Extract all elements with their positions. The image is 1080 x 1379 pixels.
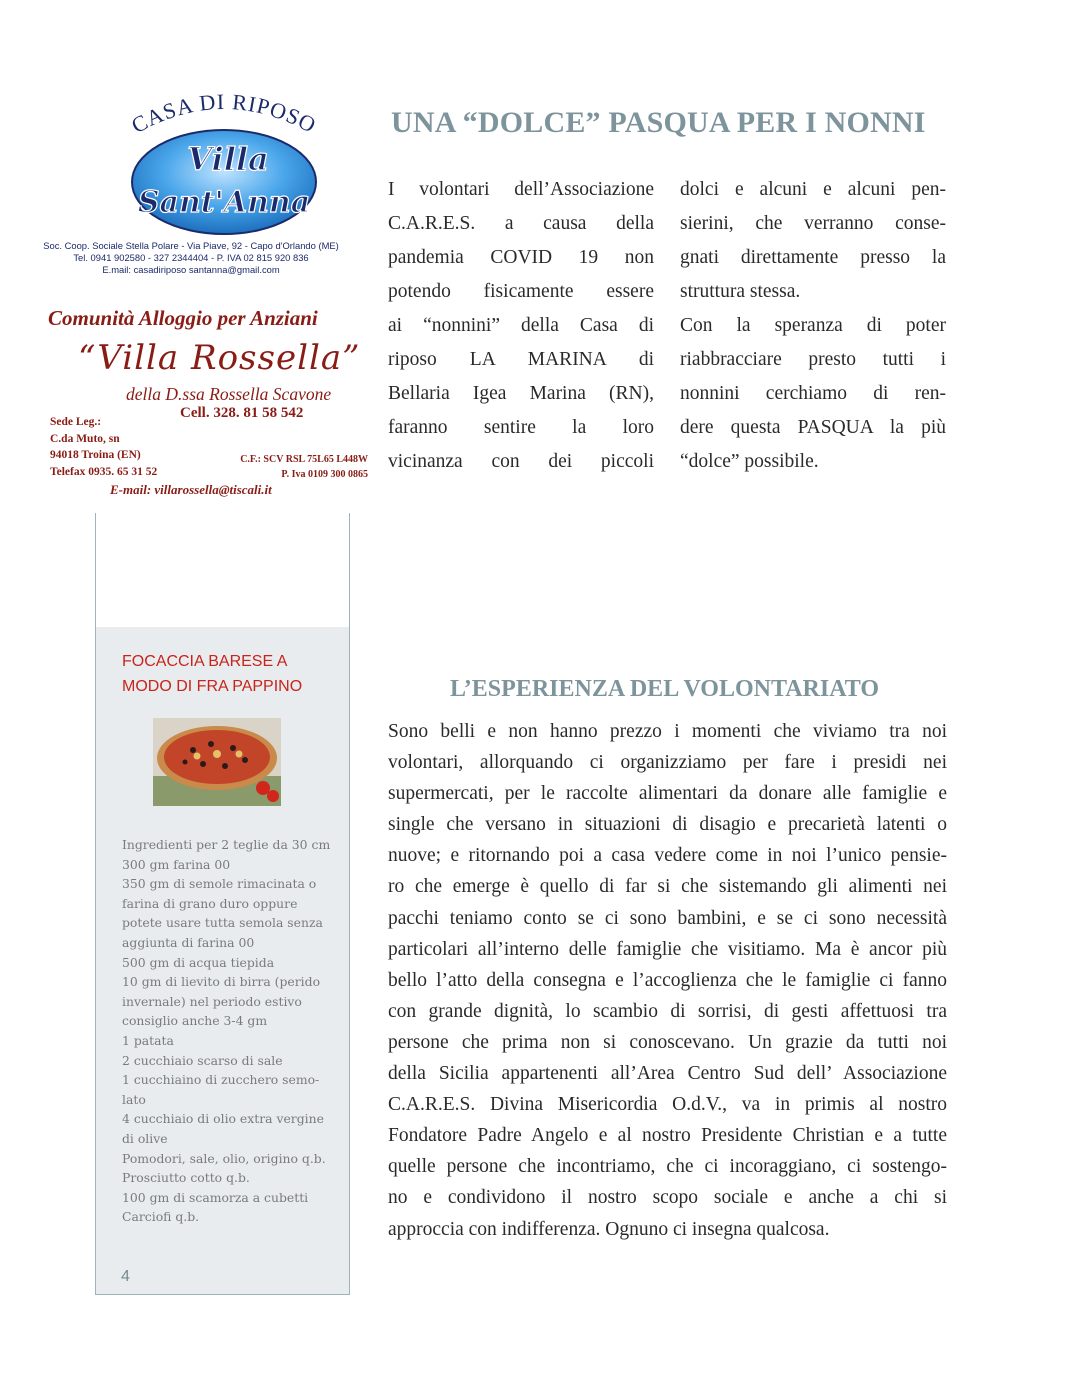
logo-arc-text: CASA DI RIPOSO bbox=[127, 92, 321, 139]
ad-villa-rossella bbox=[48, 306, 372, 506]
text-line: con grande dignità, lo scambio di sorrisi, di gesti affettuosi tra bbox=[388, 1000, 947, 1022]
text-line: Bellaria Igea Marina (RN), bbox=[388, 383, 654, 404]
rossella-cf: C.F.: SCV RSL 75L65 L448W bbox=[240, 454, 368, 465]
logo-word-villa: Villa bbox=[187, 140, 269, 178]
text-line: nonnini cerchiamo di ren- bbox=[680, 383, 946, 404]
recipe-ingredients bbox=[122, 835, 334, 1227]
rossella-address-block bbox=[50, 414, 157, 480]
ingredient-line: Ingredienti per 2 teglie da 30 cm bbox=[122, 837, 331, 852]
rossella-subtitle: Comunità Alloggio per Anziani bbox=[48, 306, 318, 330]
text-line: Con la speranza di poter bbox=[680, 315, 946, 336]
rossella-tax-block bbox=[240, 452, 368, 482]
text-line: riposo LA MARINA di bbox=[388, 349, 654, 370]
text-line: quelle persone che incontriamo, che ci incoraggiano, ci sostengo- bbox=[388, 1156, 947, 1178]
rossella-address-street: C.da Muto, sn bbox=[50, 432, 120, 445]
ad-villa-sant-anna bbox=[36, 92, 376, 292]
text-line: approccia con indifferenza. Ognuno ci insegna qualcosa. bbox=[388, 1218, 830, 1240]
text-line: volontari, allorquando ci organizziamo per fare i presidi nei bbox=[388, 752, 947, 774]
ingredient-line: 10 gm di lievito di birra (perido invernale) nel periodo estivo consiglio anche 3-4 gm bbox=[122, 974, 321, 1029]
ingredient-line: 2 cucchiaio scarso di sale bbox=[122, 1052, 283, 1068]
rossella-cell: Cell. 328. 81 58 542 bbox=[180, 405, 304, 421]
rossella-piva: P. Iva 0109 300 0865 bbox=[281, 469, 368, 480]
article2-title: L’ESPERIENZA DEL VOLONTARIATO bbox=[450, 676, 879, 702]
villa-sant-anna-logo bbox=[124, 92, 324, 242]
ingredient-line: 1 patata bbox=[122, 1032, 174, 1048]
rossella-name: “Villa Rossella” bbox=[78, 338, 361, 378]
text-line: vicinanza con dei piccoli bbox=[388, 451, 654, 472]
text-line: Fondatore Padre Angelo e al nostro Presidente Christian e a tutte bbox=[388, 1125, 947, 1147]
rossella-sede-label: Sede Leg.: bbox=[50, 416, 102, 428]
sant-anna-email: E.mail: casadiriposo santanna@gmail.com bbox=[102, 264, 280, 275]
ingredient-line: 4 cucchiaio di olio extra vergine di olive bbox=[122, 1111, 324, 1146]
text-line: struttura stessa. bbox=[680, 281, 801, 302]
text-line: pacchi teniamo conto se ci sono bambini, e se ci sono necessità bbox=[388, 907, 947, 929]
sant-anna-address: Soc. Coop. Sociale Stella Polare - Via Piave, 92 - Capo d'Orlando (ME) bbox=[43, 240, 339, 251]
text-line: nuove; e ritornando poi a casa vedere come in noi l’unico pensie- bbox=[388, 845, 947, 867]
rossella-telefax: Telefax 0935. 65 31 52 bbox=[50, 465, 158, 478]
text-line: bello l’atto della consegna e l’accoglienza che le famiglie ci fanno bbox=[388, 969, 947, 991]
article2-body bbox=[388, 716, 947, 1245]
rossella-owner: della D.ssa Rossella Scavone bbox=[126, 384, 332, 404]
rossella-address-city: 94018 Troina (EN) bbox=[50, 449, 141, 461]
page-number: 4 bbox=[121, 1268, 130, 1285]
ingredient-line: Carciofi q.b. bbox=[122, 1209, 200, 1225]
text-line: sierini, che verranno conse- bbox=[680, 213, 946, 234]
article1-column-2 bbox=[680, 173, 946, 479]
logo-word-santanna: Sant'Anna bbox=[137, 185, 311, 220]
sant-anna-contact-info bbox=[36, 240, 346, 276]
rossella-email: E-mail: villarossella@tiscali.it bbox=[110, 482, 272, 497]
logo-graphic bbox=[124, 92, 324, 242]
ingredient-line: 500 gm di acqua tiepida bbox=[122, 954, 275, 970]
ingredient-line: 100 gm di scamorza a cubetti bbox=[122, 1189, 309, 1205]
focaccia-image bbox=[153, 718, 281, 806]
text-line: “dolce” possibile. bbox=[680, 451, 819, 472]
text-line: dolci e alcuni e alcuni pen- bbox=[680, 179, 946, 200]
text-line: gnati direttamente presso la bbox=[680, 247, 946, 268]
text-line: ai “nonnini” della Casa di bbox=[388, 315, 654, 336]
text-line: single che versano in situazioni di disagio e precarietà latenti o bbox=[388, 814, 947, 836]
text-line: pandemia COVID 19 non bbox=[388, 247, 654, 268]
text-line: ro che emerge è quello di far si che sistemando gli alimenti nei bbox=[388, 876, 947, 898]
ingredient-line: 350 gm di semole rimacinata o farina di grano duro oppure potete usare tutta semola senza aggiunta di farina 00 bbox=[122, 876, 323, 950]
ingredient-line: 300 gm farina 00 bbox=[122, 856, 231, 872]
ingredient-line: Prosciutto cotto q.b. bbox=[122, 1170, 250, 1186]
text-line: Sono belli e non hanno prezzo i momenti che viviamo tra noi bbox=[388, 721, 947, 742]
ingredient-line: 1 cucchiaino di zucchero semo-lato bbox=[122, 1072, 320, 1107]
text-line: della Sicilia appartenenti all’Area Centro Sud dell’ Associazione bbox=[388, 1063, 947, 1085]
article1-title: UNA “DOLCE” PASQUA PER I NONNI bbox=[391, 106, 926, 139]
recipe-title: FOCACCIA BARESE A MODO DI FRA PAPPINO bbox=[122, 653, 303, 695]
ingredient-line: Pomodori, sale, olio, origino q.b. bbox=[122, 1150, 326, 1166]
text-line: supermercati, per le raccolte alimentari da donare alle famiglie e bbox=[388, 783, 947, 805]
text-line: riabbracciare presto tutti i bbox=[680, 349, 946, 370]
text-line: faranno sentire la loro bbox=[388, 417, 654, 438]
text-line: particolari all’interno delle famiglie che visitiamo. Ma è ancor più bbox=[388, 938, 947, 960]
text-line: C.A.R.E.S. Divina Misericordia O.d.V., va in primis al nostro bbox=[388, 1094, 947, 1116]
article1-column-1 bbox=[388, 173, 654, 479]
text-line: I volontari dell’Associazione bbox=[388, 179, 654, 200]
text-line: no e condividono il nostro scopo sociale e anche a chi si bbox=[388, 1187, 947, 1209]
recipe-sidebar bbox=[95, 513, 350, 1295]
text-line: dere questa PASQUA la più bbox=[680, 417, 946, 438]
text-line: C.A.R.E.S. a causa della bbox=[388, 213, 654, 234]
text-line: potendo fisicamente essere bbox=[388, 281, 654, 302]
text-line: persone che prima non si conoscevano. Un grazie da tutti noi bbox=[388, 1031, 947, 1053]
sant-anna-phone: Tel. 0941 902580 - 327 2344404 - P. IVA 02 815 920 836 bbox=[73, 252, 309, 263]
